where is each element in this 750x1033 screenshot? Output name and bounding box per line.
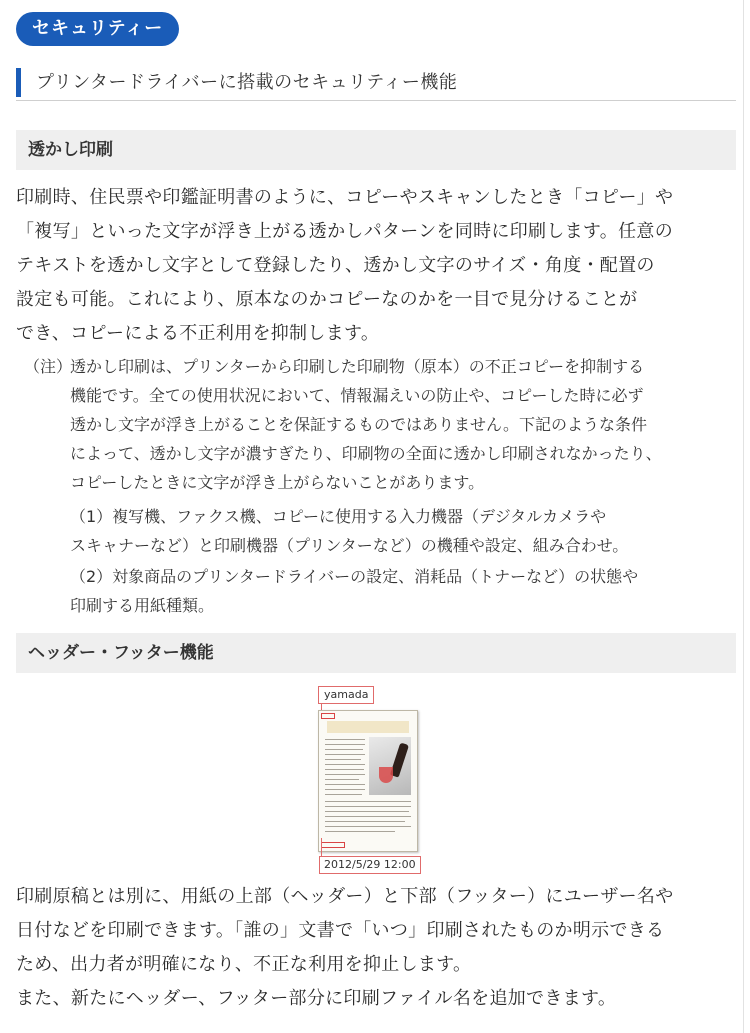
header-tag: yamada <box>318 686 374 704</box>
footer-tag: 2012/5/29 12:00 <box>319 856 421 874</box>
subheading-text: プリンタードライバーに搭載のセキュリティー機能 <box>36 72 458 93</box>
note-item-2-line: （2）対象商品のプリンタードライバーの設定、消耗品（トナーなど）の状態や <box>70 567 639 586</box>
text-line <box>325 744 365 745</box>
text-line <box>325 739 365 740</box>
text-line <box>325 794 362 795</box>
text-line <box>325 749 363 750</box>
footer-area-marker <box>321 842 345 848</box>
note-line: 機能です。全ての使用状況において、情報漏えいの防止や、コピーした時に必ず <box>70 386 644 405</box>
note-line: コピーしたときに文字が浮き上がらないことがあります。 <box>70 473 485 492</box>
wine-photo <box>369 737 411 795</box>
page-right-border <box>743 0 744 1033</box>
note-line: 透かし印刷は、プリンターから印刷した印刷物（原本）の不正コピーを抑制する <box>70 357 645 376</box>
text-line <box>325 774 365 775</box>
header-footer-paragraph <box>16 880 738 1016</box>
category-pill: セキュリティー <box>16 12 179 46</box>
watermark-paragraph <box>16 181 738 351</box>
footer-leader-line <box>321 838 322 856</box>
note-item-1-line: （1）複写機、ファクス機、コピーに使用する入力機器（デジタルカメラや <box>70 507 607 526</box>
text-line <box>325 806 411 807</box>
section-title-watermark: 透かし印刷 <box>28 140 113 160</box>
note-line: 透かし文字が浮き上がることを保証するものではありません。下記のような条件 <box>70 415 647 434</box>
paragraph-line: 印刷原稿とは別に、用紙の上部（ヘッダー）と下部（フッター）にユーザー名や <box>16 886 674 907</box>
paragraph-line: 「複写」といった文字が浮き上がる透かしパターンを同時に印刷します。任意の <box>16 221 673 242</box>
paragraph-line: でき、コピーによる不正利用を抑制します。 <box>16 323 380 344</box>
text-line <box>325 789 365 790</box>
text-line <box>325 759 361 760</box>
text-line <box>325 769 364 770</box>
document-title-band <box>327 721 409 733</box>
note-item-2-line: 印刷する用紙種類。 <box>70 596 215 615</box>
note-line: によって、透かし文字が濃すぎたり、印刷物の全面に透かし印刷されなかったり、 <box>70 444 662 463</box>
text-line <box>325 831 395 832</box>
note-body <box>70 352 730 620</box>
text-line <box>325 821 405 822</box>
text-line <box>325 826 411 827</box>
paragraph-line: また、新たにヘッダー、フッター部分に印刷ファイル名を追加できます。 <box>16 988 617 1009</box>
section-header-header-footer <box>16 633 736 673</box>
paragraph-line: ため、出力者が明確になり、不正な利用を抑止します。 <box>16 954 472 975</box>
paragraph-line: 日付などを印刷できます。「誰の」文書で「いつ」印刷されたものか明示できる <box>16 920 665 941</box>
paragraph-line: 設定も可能。これにより、原本なのかコピーなのかを一目で見分けることが <box>16 289 638 310</box>
glass-shape <box>379 767 393 783</box>
text-line <box>325 779 359 780</box>
subheading <box>16 66 736 101</box>
section-header-watermark <box>16 130 736 170</box>
text-line <box>325 811 409 812</box>
text-line <box>325 784 365 785</box>
header-footer-illustration <box>315 686 435 876</box>
note-mark: （注） <box>24 357 73 376</box>
subheading-accent-bar <box>16 68 21 97</box>
text-line <box>325 801 411 802</box>
header-area-marker <box>321 713 335 719</box>
note-item-1-line: スキャナーなど）と印刷機器（プリンターなど）の機種や設定、組み合わせ。 <box>70 536 629 555</box>
text-line <box>325 754 365 755</box>
paragraph-line: 印刷時、住民票や印鑑証明書のように、コピーやスキャンしたとき「コピー」や <box>16 187 674 208</box>
section-title-header-footer: ヘッダー・フッター機能 <box>28 643 214 663</box>
printed-document-thumbnail <box>318 710 418 852</box>
text-line <box>325 764 365 765</box>
paragraph-line: テキストを透かし文字として登録したり、透かし文字のサイズ・角度・配置の <box>16 255 655 276</box>
text-line <box>325 816 411 817</box>
